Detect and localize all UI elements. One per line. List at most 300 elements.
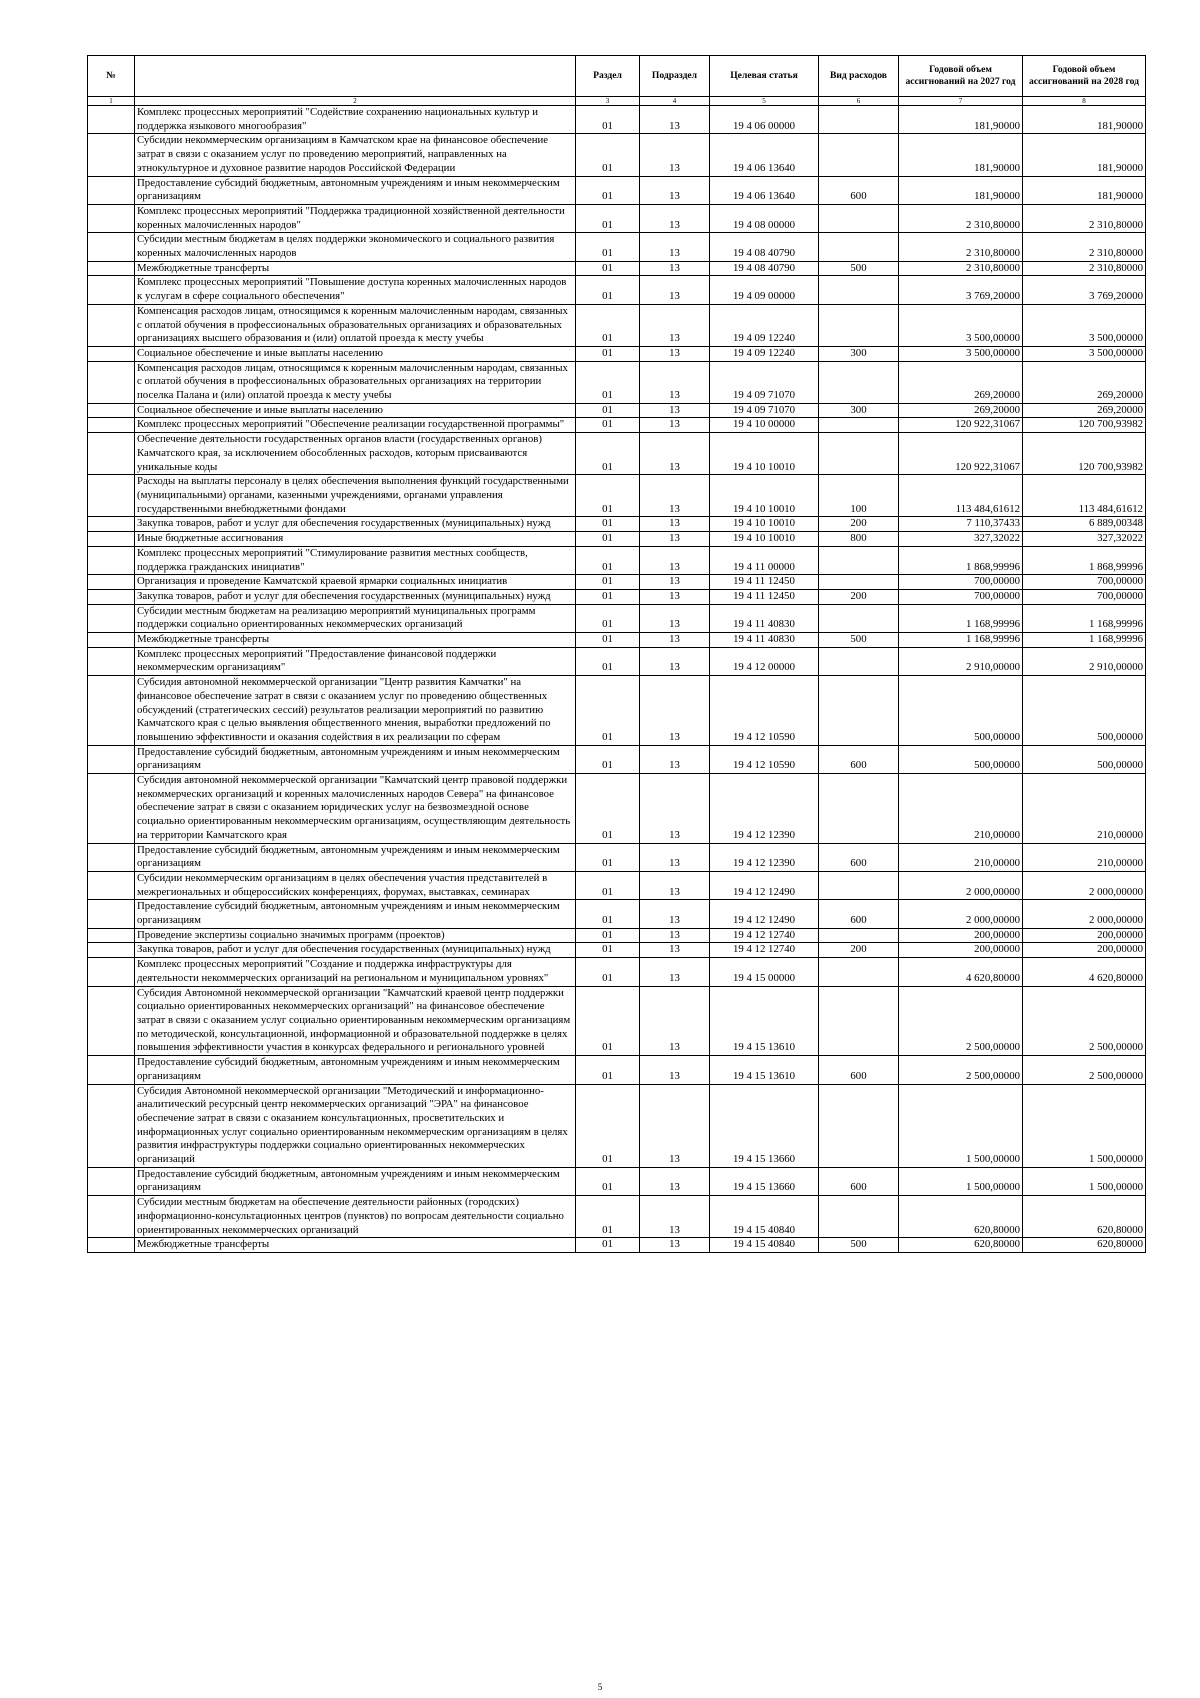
row-name-cell: Комплекс процессных мероприятий "Стимулирование развития местных сообществ, поддержка гражданских инициатив" bbox=[135, 546, 576, 574]
row-number-cell bbox=[88, 346, 135, 361]
target-article-cell: 19 4 09 71070 bbox=[710, 361, 819, 403]
table-row bbox=[88, 871, 1146, 899]
expense-type-cell: 500 bbox=[819, 261, 899, 276]
row-name-cell: Социальное обеспечение и иные выплаты населению bbox=[135, 346, 576, 361]
section-code-cell: 01 bbox=[576, 676, 640, 746]
allocation-2028-cell: 2 310,80000 bbox=[1023, 233, 1146, 261]
allocation-2028-cell: 3 500,00000 bbox=[1023, 346, 1146, 361]
table-row bbox=[88, 532, 1146, 547]
allocation-2027-cell: 200,00000 bbox=[899, 943, 1023, 958]
row-number-cell bbox=[88, 532, 135, 547]
row-name-cell: Субсидии местным бюджетам на обеспечение деятельности районных (городских) информационно-консультационных центров (пунктов) по вопросам деятельности социально ориентированных некоммерческих организаций bbox=[135, 1196, 576, 1238]
row-name-cell: Закупка товаров, работ и услуг для обеспечения государственных (муниципальных) нужд bbox=[135, 589, 576, 604]
allocation-2027-cell: 620,80000 bbox=[899, 1196, 1023, 1238]
expense-type-cell bbox=[819, 204, 899, 232]
subsection-code-cell: 13 bbox=[640, 233, 710, 261]
target-article-cell: 19 4 09 00000 bbox=[710, 276, 819, 304]
subsection-code-cell: 13 bbox=[640, 958, 710, 986]
table-row bbox=[88, 900, 1146, 928]
header-target-article: Целевая статья bbox=[710, 56, 819, 97]
subsection-code-cell: 13 bbox=[640, 1196, 710, 1238]
allocation-2027-cell: 2 310,80000 bbox=[899, 261, 1023, 276]
row-number-cell bbox=[88, 958, 135, 986]
expense-type-cell bbox=[819, 958, 899, 986]
table-row bbox=[88, 1167, 1146, 1195]
section-code-cell: 01 bbox=[576, 575, 640, 590]
allocation-2028-cell: 500,00000 bbox=[1023, 745, 1146, 773]
header-section: Раздел bbox=[576, 56, 640, 97]
expense-type-cell bbox=[819, 276, 899, 304]
column-number: 8 bbox=[1023, 97, 1146, 106]
row-name-cell: Предоставление субсидий бюджетным, автономным учреждениям и иным некоммерческим организациям bbox=[135, 1167, 576, 1195]
allocation-2027-cell: 1 168,99996 bbox=[899, 633, 1023, 648]
table-row bbox=[88, 1196, 1146, 1238]
target-article-cell: 19 4 11 40830 bbox=[710, 633, 819, 648]
row-number-cell bbox=[88, 361, 135, 403]
allocation-2027-cell: 210,00000 bbox=[899, 843, 1023, 871]
expense-type-cell: 100 bbox=[819, 475, 899, 517]
target-article-cell: 19 4 10 10010 bbox=[710, 433, 819, 475]
target-article-cell: 19 4 06 13640 bbox=[710, 134, 819, 176]
table-row bbox=[88, 633, 1146, 648]
table-row bbox=[88, 958, 1146, 986]
table-row bbox=[88, 1056, 1146, 1084]
expense-type-cell bbox=[819, 575, 899, 590]
row-name-cell: Субсидия автономной некоммерческой организации "Центр развития Камчатки" на финансовое обеспечение затрат в связи с оказанием услуг по проведению общественных обсуждений (стратегических сессий) результатов реализации мероприятий по развитию Камчатского края с целью выявления общественного мнения, выработки предложений по повышению эффективности и оказания содействия в их реализации по сферам bbox=[135, 676, 576, 746]
allocation-2027-cell: 1 500,00000 bbox=[899, 1167, 1023, 1195]
allocation-2027-cell: 500,00000 bbox=[899, 676, 1023, 746]
section-code-cell: 01 bbox=[576, 745, 640, 773]
subsection-code-cell: 13 bbox=[640, 647, 710, 675]
section-code-cell: 01 bbox=[576, 1084, 640, 1167]
subsection-code-cell: 13 bbox=[640, 418, 710, 433]
allocation-2028-cell: 181,90000 bbox=[1023, 106, 1146, 134]
allocation-2027-cell: 210,00000 bbox=[899, 774, 1023, 844]
expense-type-cell: 500 bbox=[819, 633, 899, 648]
expense-type-cell bbox=[819, 134, 899, 176]
row-number-cell bbox=[88, 418, 135, 433]
allocation-2027-cell: 327,32022 bbox=[899, 532, 1023, 547]
table-row bbox=[88, 546, 1146, 574]
row-number-cell bbox=[88, 134, 135, 176]
row-name-cell: Социальное обеспечение и иные выплаты населению bbox=[135, 403, 576, 418]
subsection-code-cell: 13 bbox=[640, 604, 710, 632]
allocation-2028-cell: 181,90000 bbox=[1023, 176, 1146, 204]
allocation-2028-cell: 120 700,93982 bbox=[1023, 418, 1146, 433]
allocation-2028-cell: 620,80000 bbox=[1023, 1196, 1146, 1238]
allocation-2028-cell: 1 868,99996 bbox=[1023, 546, 1146, 574]
table-row bbox=[88, 304, 1146, 346]
allocation-2027-cell: 269,20000 bbox=[899, 403, 1023, 418]
subsection-code-cell: 13 bbox=[640, 1238, 710, 1253]
allocation-2027-cell: 7 110,37433 bbox=[899, 517, 1023, 532]
table-row bbox=[88, 346, 1146, 361]
allocation-2028-cell: 2 000,00000 bbox=[1023, 871, 1146, 899]
target-article-cell: 19 4 11 40830 bbox=[710, 604, 819, 632]
table-row bbox=[88, 676, 1146, 746]
row-name-cell: Иные бюджетные ассигнования bbox=[135, 532, 576, 547]
subsection-code-cell: 13 bbox=[640, 676, 710, 746]
subsection-code-cell: 13 bbox=[640, 900, 710, 928]
allocation-2028-cell: 113 484,61612 bbox=[1023, 475, 1146, 517]
target-article-cell: 19 4 15 40840 bbox=[710, 1238, 819, 1253]
allocation-2028-cell: 2 310,80000 bbox=[1023, 204, 1146, 232]
section-code-cell: 01 bbox=[576, 475, 640, 517]
allocation-2028-cell: 1 500,00000 bbox=[1023, 1167, 1146, 1195]
header-row bbox=[88, 56, 1146, 97]
column-number-row bbox=[88, 97, 1146, 106]
subsection-code-cell: 13 bbox=[640, 745, 710, 773]
subsection-code-cell: 13 bbox=[640, 176, 710, 204]
section-code-cell: 01 bbox=[576, 361, 640, 403]
target-article-cell: 19 4 12 00000 bbox=[710, 647, 819, 675]
row-name-cell: Предоставление субсидий бюджетным, автономным учреждениям и иным некоммерческим организациям bbox=[135, 1056, 576, 1084]
target-article-cell: 19 4 15 40840 bbox=[710, 1196, 819, 1238]
table-row bbox=[88, 1238, 1146, 1253]
expense-type-cell bbox=[819, 361, 899, 403]
row-number-cell bbox=[88, 433, 135, 475]
row-name-cell: Предоставление субсидий бюджетным, автономным учреждениям и иным некоммерческим организациям bbox=[135, 745, 576, 773]
expense-type-cell bbox=[819, 774, 899, 844]
section-code-cell: 01 bbox=[576, 204, 640, 232]
subsection-code-cell: 13 bbox=[640, 1167, 710, 1195]
table-row bbox=[88, 986, 1146, 1056]
allocation-2028-cell: 1 168,99996 bbox=[1023, 633, 1146, 648]
row-name-cell: Субсидии некоммерческим организациям в Камчатском крае на финансовое обеспечение затрат в связи с оказанием услуг по проведению мероприятий, направленных на этнокультурное и духовное развитие народов Российской Федерации bbox=[135, 134, 576, 176]
subsection-code-cell: 13 bbox=[640, 986, 710, 1056]
allocation-2028-cell: 4 620,80000 bbox=[1023, 958, 1146, 986]
subsection-code-cell: 13 bbox=[640, 1056, 710, 1084]
expense-type-cell: 200 bbox=[819, 943, 899, 958]
allocation-2028-cell: 210,00000 bbox=[1023, 774, 1146, 844]
target-article-cell: 19 4 10 00000 bbox=[710, 418, 819, 433]
row-name-cell: Комплекс процессных мероприятий "Содействие сохранению национальных культур и поддержка языкового многообразия" bbox=[135, 106, 576, 134]
target-article-cell: 19 4 12 10590 bbox=[710, 676, 819, 746]
section-code-cell: 01 bbox=[576, 134, 640, 176]
column-number: 5 bbox=[710, 97, 819, 106]
subsection-code-cell: 13 bbox=[640, 304, 710, 346]
expense-type-cell: 600 bbox=[819, 745, 899, 773]
target-article-cell: 19 4 11 12450 bbox=[710, 575, 819, 590]
allocation-2027-cell: 2 000,00000 bbox=[899, 900, 1023, 928]
section-code-cell: 01 bbox=[576, 871, 640, 899]
target-article-cell: 19 4 15 13610 bbox=[710, 986, 819, 1056]
expense-type-cell: 600 bbox=[819, 900, 899, 928]
allocation-2028-cell: 700,00000 bbox=[1023, 575, 1146, 590]
row-number-cell bbox=[88, 106, 135, 134]
table-body bbox=[88, 106, 1146, 1253]
expense-type-cell: 600 bbox=[819, 1056, 899, 1084]
row-number-cell bbox=[88, 575, 135, 590]
expense-type-cell bbox=[819, 546, 899, 574]
row-number-cell bbox=[88, 604, 135, 632]
subsection-code-cell: 13 bbox=[640, 843, 710, 871]
row-number-cell bbox=[88, 943, 135, 958]
table-row bbox=[88, 134, 1146, 176]
expense-type-cell bbox=[819, 304, 899, 346]
column-number: 6 bbox=[819, 97, 899, 106]
row-number-cell bbox=[88, 276, 135, 304]
table-row bbox=[88, 418, 1146, 433]
allocation-2027-cell: 2 310,80000 bbox=[899, 204, 1023, 232]
header-subsection: Подраздел bbox=[640, 56, 710, 97]
section-code-cell: 01 bbox=[576, 1196, 640, 1238]
expense-type-cell bbox=[819, 418, 899, 433]
target-article-cell: 19 4 12 12490 bbox=[710, 871, 819, 899]
allocation-2028-cell: 2 310,80000 bbox=[1023, 261, 1146, 276]
row-name-cell: Комплекс процессных мероприятий "Поддержка традиционной хозяйственной деятельности коренных малочисленных народов" bbox=[135, 204, 576, 232]
row-name-cell: Субсидии местным бюджетам в целях поддержки экономического и социального развития коренных малочисленных народов bbox=[135, 233, 576, 261]
expense-type-cell: 800 bbox=[819, 532, 899, 547]
target-article-cell: 19 4 08 40790 bbox=[710, 261, 819, 276]
table-row bbox=[88, 943, 1146, 958]
allocation-2027-cell: 1 168,99996 bbox=[899, 604, 1023, 632]
row-number-cell bbox=[88, 546, 135, 574]
allocation-2027-cell: 181,90000 bbox=[899, 176, 1023, 204]
expense-type-cell bbox=[819, 986, 899, 1056]
row-number-cell bbox=[88, 1084, 135, 1167]
expense-type-cell bbox=[819, 233, 899, 261]
allocation-2027-cell: 2 500,00000 bbox=[899, 1056, 1023, 1084]
subsection-code-cell: 13 bbox=[640, 433, 710, 475]
subsection-code-cell: 13 bbox=[640, 361, 710, 403]
row-number-cell bbox=[88, 176, 135, 204]
expense-type-cell bbox=[819, 106, 899, 134]
allocation-2028-cell: 3 769,20000 bbox=[1023, 276, 1146, 304]
row-number-cell bbox=[88, 204, 135, 232]
subsection-code-cell: 13 bbox=[640, 633, 710, 648]
section-code-cell: 01 bbox=[576, 1056, 640, 1084]
row-name-cell: Межбюджетные трансферты bbox=[135, 633, 576, 648]
expense-type-cell bbox=[819, 928, 899, 943]
header-number: № bbox=[88, 56, 135, 97]
target-article-cell: 19 4 10 10010 bbox=[710, 475, 819, 517]
expense-type-cell: 200 bbox=[819, 589, 899, 604]
section-code-cell: 01 bbox=[576, 517, 640, 532]
row-number-cell bbox=[88, 900, 135, 928]
row-number-cell bbox=[88, 647, 135, 675]
subsection-code-cell: 13 bbox=[640, 261, 710, 276]
section-code-cell: 01 bbox=[576, 433, 640, 475]
allocation-2028-cell: 1 168,99996 bbox=[1023, 604, 1146, 632]
subsection-code-cell: 13 bbox=[640, 134, 710, 176]
allocation-2027-cell: 3 769,20000 bbox=[899, 276, 1023, 304]
section-code-cell: 01 bbox=[576, 900, 640, 928]
row-name-cell: Субсидии некоммерческим организациям в целях обеспечения участия представителей в межрегиональных и общероссийских конференциях, форумах, выставках, семинарах bbox=[135, 871, 576, 899]
section-code-cell: 01 bbox=[576, 176, 640, 204]
section-code-cell: 01 bbox=[576, 233, 640, 261]
row-number-cell bbox=[88, 676, 135, 746]
table-row bbox=[88, 517, 1146, 532]
allocation-2027-cell: 113 484,61612 bbox=[899, 475, 1023, 517]
column-number: 7 bbox=[899, 97, 1023, 106]
expense-type-cell bbox=[819, 871, 899, 899]
header-name bbox=[135, 56, 576, 97]
table-row bbox=[88, 1084, 1146, 1167]
row-name-cell: Организация и проведение Камчатской краевой ярмарки социальных инициатив bbox=[135, 575, 576, 590]
allocation-2028-cell: 269,20000 bbox=[1023, 403, 1146, 418]
column-number: 2 bbox=[135, 97, 576, 106]
target-article-cell: 19 4 12 10590 bbox=[710, 745, 819, 773]
target-article-cell: 19 4 10 10010 bbox=[710, 532, 819, 547]
allocation-2027-cell: 2 500,00000 bbox=[899, 986, 1023, 1056]
section-code-cell: 01 bbox=[576, 986, 640, 1056]
row-name-cell: Комплекс процессных мероприятий "Создание и поддержка инфраструктуры для деятельности некоммерческих организаций на региональном и муниципальном уровнях" bbox=[135, 958, 576, 986]
row-name-cell: Комплекс процессных мероприятий "Предоставление финансовой поддержки некоммерческим организациям" bbox=[135, 647, 576, 675]
row-number-cell bbox=[88, 475, 135, 517]
allocation-2027-cell: 181,90000 bbox=[899, 106, 1023, 134]
target-article-cell: 19 4 08 40790 bbox=[710, 233, 819, 261]
row-name-cell: Комплекс процессных мероприятий "Повышение доступа коренных малочисленных народов к услугам в сфере социального обеспечения" bbox=[135, 276, 576, 304]
expense-type-cell bbox=[819, 433, 899, 475]
expense-type-cell bbox=[819, 1196, 899, 1238]
allocation-2027-cell: 3 500,00000 bbox=[899, 304, 1023, 346]
row-name-cell: Закупка товаров, работ и услуг для обеспечения государственных (муниципальных) нужд bbox=[135, 517, 576, 532]
row-name-cell: Комплекс процессных мероприятий "Обеспечение реализации государственной программы" bbox=[135, 418, 576, 433]
expense-type-cell: 200 bbox=[819, 517, 899, 532]
section-code-cell: 01 bbox=[576, 843, 640, 871]
table-row bbox=[88, 261, 1146, 276]
table-row bbox=[88, 604, 1146, 632]
subsection-code-cell: 13 bbox=[640, 928, 710, 943]
allocation-2028-cell: 200,00000 bbox=[1023, 943, 1146, 958]
row-number-cell bbox=[88, 403, 135, 418]
allocation-2028-cell: 2 500,00000 bbox=[1023, 986, 1146, 1056]
allocation-2028-cell: 620,80000 bbox=[1023, 1238, 1146, 1253]
allocation-2028-cell: 3 500,00000 bbox=[1023, 304, 1146, 346]
allocation-2027-cell: 269,20000 bbox=[899, 361, 1023, 403]
subsection-code-cell: 13 bbox=[640, 871, 710, 899]
section-code-cell: 01 bbox=[576, 261, 640, 276]
expense-type-cell bbox=[819, 647, 899, 675]
target-article-cell: 19 4 06 13640 bbox=[710, 176, 819, 204]
allocation-2028-cell: 1 500,00000 bbox=[1023, 1084, 1146, 1167]
row-name-cell: Межбюджетные трансферты bbox=[135, 261, 576, 276]
expense-type-cell: 500 bbox=[819, 1238, 899, 1253]
allocation-2027-cell: 120 922,31067 bbox=[899, 418, 1023, 433]
subsection-code-cell: 13 bbox=[640, 517, 710, 532]
section-code-cell: 01 bbox=[576, 633, 640, 648]
subsection-code-cell: 13 bbox=[640, 546, 710, 574]
header-expense-type: Вид расходов bbox=[819, 56, 899, 97]
row-name-cell: Расходы на выплаты персоналу в целях обеспечения выполнения функций государственными (муниципальными) органами, казенными учреждениями, органами управления государственными внебюджетными фондами bbox=[135, 475, 576, 517]
table-row bbox=[88, 475, 1146, 517]
expense-type-cell bbox=[819, 604, 899, 632]
allocation-2027-cell: 3 500,00000 bbox=[899, 346, 1023, 361]
row-number-cell bbox=[88, 745, 135, 773]
target-article-cell: 19 4 15 13610 bbox=[710, 1056, 819, 1084]
row-name-cell: Компенсация расходов лицам, относящимся к коренным малочисленным народам, связанных с оплатой обучения в профессиональных образовательных организациях на территории поселка Палана и (или) оплатой проезда к месту учебы bbox=[135, 361, 576, 403]
subsection-code-cell: 13 bbox=[640, 475, 710, 517]
target-article-cell: 19 4 12 12740 bbox=[710, 928, 819, 943]
subsection-code-cell: 13 bbox=[640, 589, 710, 604]
table-row bbox=[88, 361, 1146, 403]
header-allocation-2027: Годовой объем ассигнований на 2027 год bbox=[899, 56, 1023, 97]
allocation-2028-cell: 181,90000 bbox=[1023, 134, 1146, 176]
allocation-2028-cell: 2 910,00000 bbox=[1023, 647, 1146, 675]
row-number-cell bbox=[88, 633, 135, 648]
row-number-cell bbox=[88, 986, 135, 1056]
section-code-cell: 01 bbox=[576, 589, 640, 604]
section-code-cell: 01 bbox=[576, 928, 640, 943]
expense-type-cell bbox=[819, 676, 899, 746]
allocation-2027-cell: 2 910,00000 bbox=[899, 647, 1023, 675]
allocation-2027-cell: 700,00000 bbox=[899, 575, 1023, 590]
allocation-2027-cell: 181,90000 bbox=[899, 134, 1023, 176]
row-number-cell bbox=[88, 843, 135, 871]
target-article-cell: 19 4 12 12390 bbox=[710, 774, 819, 844]
section-code-cell: 01 bbox=[576, 276, 640, 304]
row-number-cell bbox=[88, 517, 135, 532]
target-article-cell: 19 4 15 00000 bbox=[710, 958, 819, 986]
budget-sheet bbox=[87, 55, 1145, 1253]
allocation-2028-cell: 327,32022 bbox=[1023, 532, 1146, 547]
subsection-code-cell: 13 bbox=[640, 346, 710, 361]
column-number: 1 bbox=[88, 97, 135, 106]
subsection-code-cell: 13 bbox=[640, 276, 710, 304]
target-article-cell: 19 4 10 10010 bbox=[710, 517, 819, 532]
allocation-2028-cell: 2 500,00000 bbox=[1023, 1056, 1146, 1084]
table-row bbox=[88, 276, 1146, 304]
table-row bbox=[88, 774, 1146, 844]
subsection-code-cell: 13 bbox=[640, 1084, 710, 1167]
target-article-cell: 19 4 11 00000 bbox=[710, 546, 819, 574]
target-article-cell: 19 4 15 13660 bbox=[710, 1084, 819, 1167]
column-number: 3 bbox=[576, 97, 640, 106]
target-article-cell: 19 4 06 00000 bbox=[710, 106, 819, 134]
section-code-cell: 01 bbox=[576, 304, 640, 346]
allocation-2027-cell: 2 310,80000 bbox=[899, 233, 1023, 261]
target-article-cell: 19 4 08 00000 bbox=[710, 204, 819, 232]
target-article-cell: 19 4 12 12490 bbox=[710, 900, 819, 928]
allocation-2027-cell: 620,80000 bbox=[899, 1238, 1023, 1253]
section-code-cell: 01 bbox=[576, 774, 640, 844]
section-code-cell: 01 bbox=[576, 532, 640, 547]
subsection-code-cell: 13 bbox=[640, 403, 710, 418]
allocation-2028-cell: 500,00000 bbox=[1023, 676, 1146, 746]
allocation-2028-cell: 6 889,00348 bbox=[1023, 517, 1146, 532]
target-article-cell: 19 4 09 71070 bbox=[710, 403, 819, 418]
section-code-cell: 01 bbox=[576, 403, 640, 418]
allocation-2027-cell: 200,00000 bbox=[899, 928, 1023, 943]
row-name-cell: Субсидия Автономной некоммерческой организации "Камчатский краевой центр поддержки социально ориентированных некоммерческих организаций" на финансовое обеспечение затрат в связи с оказанием услуг социально ориентированным некоммерческим организациям по методической, консультационной, информационной и образовательной поддержке в целях повышения эффективности участия в конкурсах федерального и регионального уровней bbox=[135, 986, 576, 1056]
section-code-cell: 01 bbox=[576, 1167, 640, 1195]
table-row bbox=[88, 843, 1146, 871]
row-name-cell: Предоставление субсидий бюджетным, автономным учреждениям и иным некоммерческим организациям bbox=[135, 176, 576, 204]
subsection-code-cell: 13 bbox=[640, 943, 710, 958]
row-name-cell: Закупка товаров, работ и услуг для обеспечения государственных (муниципальных) нужд bbox=[135, 943, 576, 958]
table-row bbox=[88, 403, 1146, 418]
expense-type-cell: 300 bbox=[819, 403, 899, 418]
allocation-2028-cell: 200,00000 bbox=[1023, 928, 1146, 943]
target-article-cell: 19 4 11 12450 bbox=[710, 589, 819, 604]
expense-type-cell: 300 bbox=[819, 346, 899, 361]
target-article-cell: 19 4 12 12390 bbox=[710, 843, 819, 871]
section-code-cell: 01 bbox=[576, 943, 640, 958]
row-name-cell: Предоставление субсидий бюджетным, автономным учреждениям и иным некоммерческим организациям bbox=[135, 900, 576, 928]
header-allocation-2028: Годовой объем ассигнований на 2028 год bbox=[1023, 56, 1146, 97]
row-number-cell bbox=[88, 928, 135, 943]
row-name-cell: Субсидия Автономной некоммерческой организации "Методический и информационно-аналитический ресурсный центр некоммерческих организаций "ЭРА" на финансовое обеспечение затрат в связи с оказанием консультационных, просветительских и информационных услуг социально ориентированным некоммерческим организациям в целях развития инфраструктуры поддержки социально ориентированных некоммерческих организаций bbox=[135, 1084, 576, 1167]
row-number-cell bbox=[88, 1056, 135, 1084]
expense-type-cell: 600 bbox=[819, 843, 899, 871]
target-article-cell: 19 4 09 12240 bbox=[710, 346, 819, 361]
table-row bbox=[88, 106, 1146, 134]
allocation-2027-cell: 2 000,00000 bbox=[899, 871, 1023, 899]
row-name-cell: Субсидии местным бюджетам на реализацию мероприятий муниципальных программ поддержки социально ориентированных некоммерческих организаций bbox=[135, 604, 576, 632]
subsection-code-cell: 13 bbox=[640, 774, 710, 844]
allocation-2027-cell: 500,00000 bbox=[899, 745, 1023, 773]
